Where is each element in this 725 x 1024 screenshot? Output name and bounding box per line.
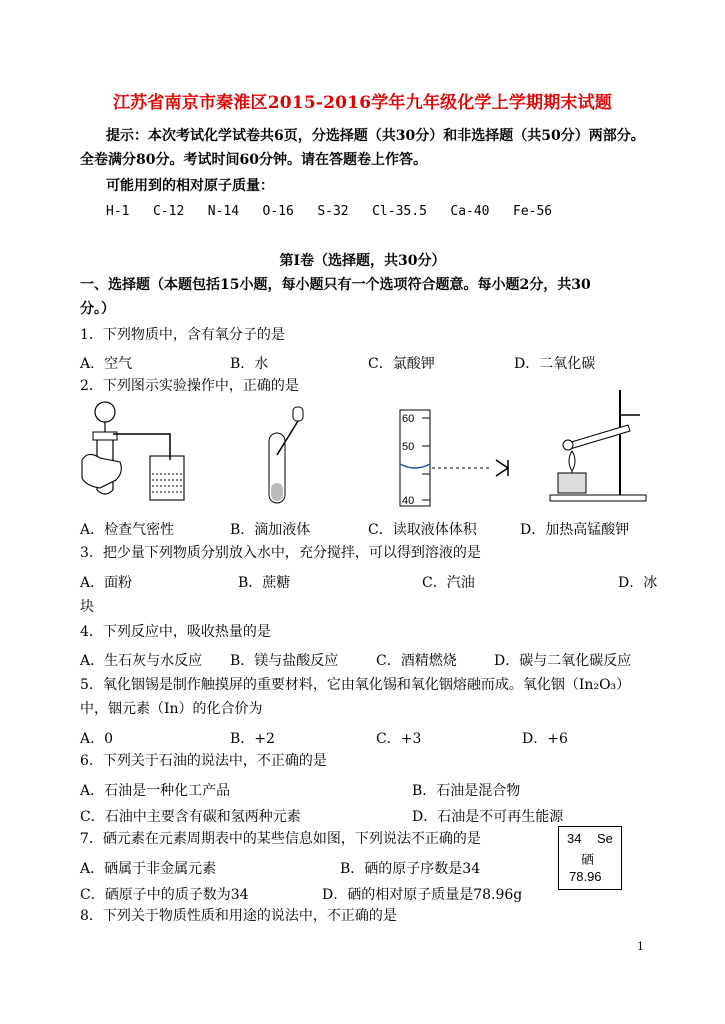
element-name: 硒: [581, 852, 595, 867]
atomic-mass-label: 可能用到的相对原子质量：: [106, 178, 274, 194]
q5-stem-2: 中，铟元素（In）的化合价为: [80, 701, 263, 717]
scale-label-50: 50: [402, 441, 415, 453]
atomic-number: 34: [567, 831, 582, 846]
q1-stem: 1．下列物质中，含有氧分子的是: [80, 327, 285, 343]
part1-instruction-1: 一、选择题（本题包括15小题，每小题只有一个选项符合题意。每小题2分，共30: [80, 277, 591, 293]
q3-option-d: D．冰: [618, 575, 658, 591]
q2-option-c: C．读取液体体积: [368, 522, 477, 538]
q7-option-a: A．硒属于非金属元素: [80, 861, 217, 877]
element-symbol: Se: [597, 831, 613, 846]
part1-instruction-2: 分。）: [80, 301, 115, 317]
q5-option-d: D．+6: [522, 731, 568, 747]
q4-option-a: A．生石灰与水反应: [80, 653, 203, 669]
q5-stem-1: 5．氧化铟锡是制作触摸屏的重要材料，它由氧化锡和氧化铟熔融而成。氧化铟（In₂O₃）: [80, 677, 631, 693]
q4-option-d: D．碳与二氧化碳反应: [494, 653, 632, 669]
periodic-table-cell-selenium: [558, 826, 622, 890]
q1-option-a: A．空气: [80, 356, 133, 372]
hint-line-1: 提示：本次考试化学试卷共6页，分选择题（共30分）和非选择题（共50分）两部分。: [106, 128, 645, 144]
q6-option-d: D．石油是不可再生能源: [412, 809, 564, 825]
q6-stem: 6．下列关于石油的说法中，不正确的是: [80, 753, 327, 769]
q6-option-a: A．石油是一种化工产品: [80, 783, 231, 799]
q5-option-c: C．+3: [376, 731, 422, 747]
atomic-mass: 78.96: [569, 869, 602, 884]
q5-option-b: B．+2: [230, 731, 275, 747]
q2-option-b: B．滴加液体: [230, 522, 311, 538]
q2-option-a: A．检查气密性: [80, 522, 175, 538]
q1-option-c: C．氯酸钾: [368, 356, 435, 372]
q3-option-a: A．面粉: [80, 575, 133, 591]
q7-option-c: C．硒原子中的质子数为34: [80, 887, 249, 903]
q3-option-d-continued: 块: [80, 599, 94, 615]
q6-option-c: C．石油中主要含有碳和氢两种元素: [80, 809, 301, 825]
q5-option-a: A．0: [80, 731, 114, 747]
figure-heating-apparatus: [548, 385, 648, 505]
q7-option-b: B．硒的原子序数是34: [340, 861, 481, 877]
page-number: 1: [637, 940, 644, 953]
q1-option-d: D．二氧化碳: [514, 356, 596, 372]
figure-dropper: [255, 405, 315, 505]
q1-option-b: B．水: [230, 356, 269, 372]
q2-option-d: D．加热高锰酸钾: [520, 522, 630, 538]
figure-graduated-cylinder: [392, 408, 527, 508]
q8-stem: 8．下列关于物质性质和用途的说法中，不正确的是: [80, 908, 397, 924]
figure-airtightness-check: [80, 400, 190, 505]
q4-stem: 4．下列反应中，吸收热量的是: [80, 624, 271, 640]
page-title: 江苏省南京市秦淮区2015-2016学年九年级化学上学期期末试题: [112, 93, 613, 113]
atomic-mass-list: H-1 C-12 N-14 O-16 S-32 Cl-35.5 Ca-40 Fe-56: [106, 204, 553, 219]
q7-stem: 7．硒元素在元素周期表中的某些信息如图，下列说法不正确的是: [80, 831, 481, 847]
scale-label-60: 60: [402, 413, 415, 425]
q3-option-c: C．汽油: [422, 575, 475, 591]
q6-option-b: B．石油是混合物: [412, 783, 521, 799]
q3-option-b: B．蔗糖: [238, 575, 291, 591]
scale-label-40: 40: [402, 495, 415, 507]
q3-stem: 3．把少量下列物质分别放入水中，充分搅拌，可以得到溶液的是: [80, 545, 481, 561]
q7-option-d: D．硒的相对原子质量是78.96g: [322, 887, 523, 903]
section-title: 第Ⅰ卷（选择题，共30分）: [279, 253, 446, 269]
hint-line-2: 全卷满分80分。考试时间60分钟。请在答题卷上作答。: [80, 152, 427, 168]
q4-option-c: C．酒精燃烧: [376, 653, 457, 669]
q4-option-b: B．镁与盐酸反应: [230, 653, 339, 669]
q2-stem: 2．下列图示实验操作中，正确的是: [80, 378, 299, 394]
